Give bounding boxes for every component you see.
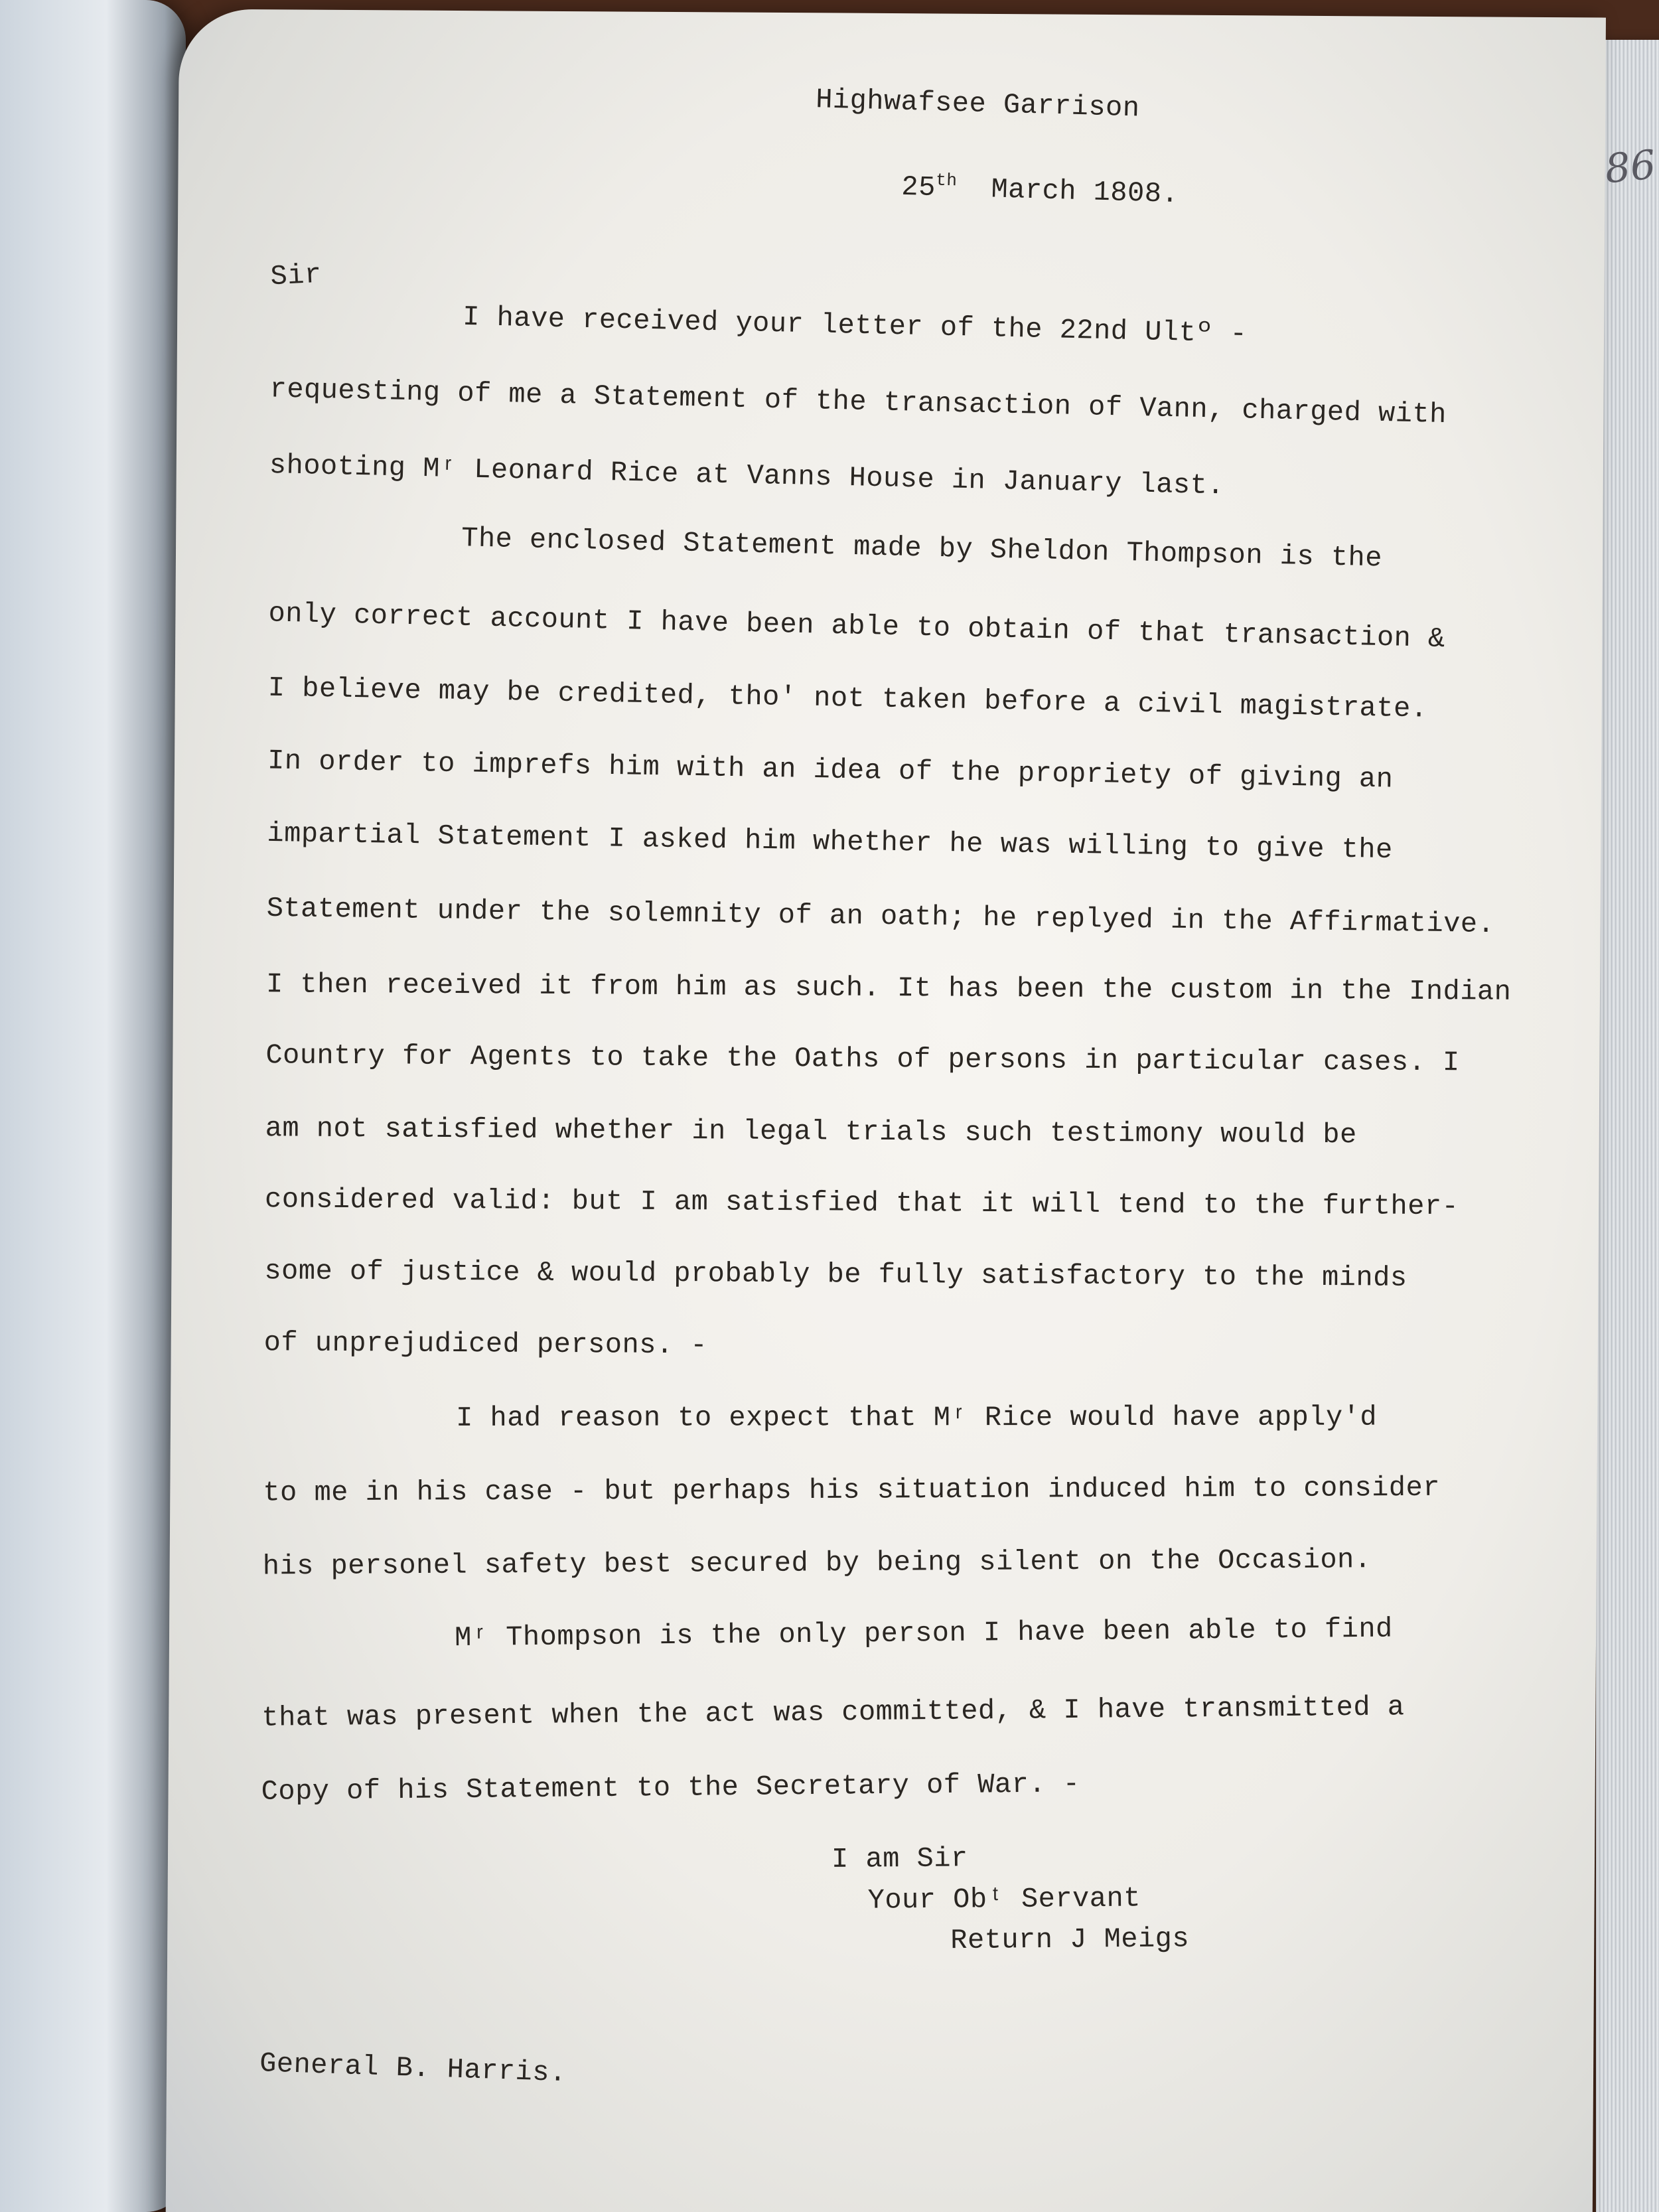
header-place: Highwafsee Garrison [815,84,1141,125]
body-line: In order to imprefs him with an idea of the propriety of giving an [267,745,1394,796]
body-line: impartial Statement I asked him whether he was willing to give the [267,817,1394,867]
letter-page [166,9,1658,2212]
date-day: 25 [901,171,936,204]
folio-number: 86 [1603,141,1658,193]
body-line: that was present when the act was committed, & I have transmitted a [261,1691,1405,1734]
date-rest: March 1808. [990,173,1179,211]
addressee: General B. Harris. [259,2047,567,2090]
body-line: Copy of his Statement to the Secretary of War. - [261,1768,1080,1808]
body-line: am not satisfied whether in legal trials such testimony would be [265,1112,1357,1151]
body-line: shooting Mʳ Leonard Rice at Vanns House in January last. [269,449,1225,502]
body-line: I believe may be credited, tho' not taken before a civil magistrate. [267,672,1428,725]
closing-line: Your Obᵗ Servant [867,1882,1141,1917]
body-line: of unprejudiced persons. - [263,1327,708,1362]
body-line: some of justice & would probably be fully satisfactory to the minds [264,1255,1407,1294]
body-line: requesting of me a Statement of the transaction of Vann, charged with [269,373,1447,431]
salutation: Sir [269,258,323,293]
left-page [0,0,186,2212]
body-line: I have received your letter of the 22nd Ultº - [462,301,1248,350]
body-line: Country for Agents to take the Oaths of persons in particular cases. I [265,1039,1460,1079]
body-line: considered valid: but I am satisfied that it will tend to the further- [264,1183,1459,1223]
body-line: I then received it from him as such. It has been the custom in the Indian [265,968,1512,1008]
body-line: to me in his case - but perhaps his situation induced him to consider [263,1471,1441,1509]
body-line: only correct account I have been able to obtain of that transaction & [268,597,1446,656]
body-line: his personel safety best secured by being silent on the Occasion. [262,1544,1372,1583]
body-line: Mʳ Thompson is the only person I have been able to find [454,1613,1394,1655]
page-stack-edge [1596,40,1659,2212]
body-line: I had reason to expect that Mʳ Rice would have apply'd [456,1401,1378,1434]
body-line: Statement under the solemnity of an oath; he replyed in the Affirmative. [266,892,1495,941]
body-line: The enclosed Statement made by Sheldon Thompson is the [461,522,1383,575]
date-suffix: th [935,170,958,191]
closing-line: I am Sir [831,1842,968,1876]
header-date [901,170,1179,211]
signature: Return J Meigs [950,1923,1190,1957]
